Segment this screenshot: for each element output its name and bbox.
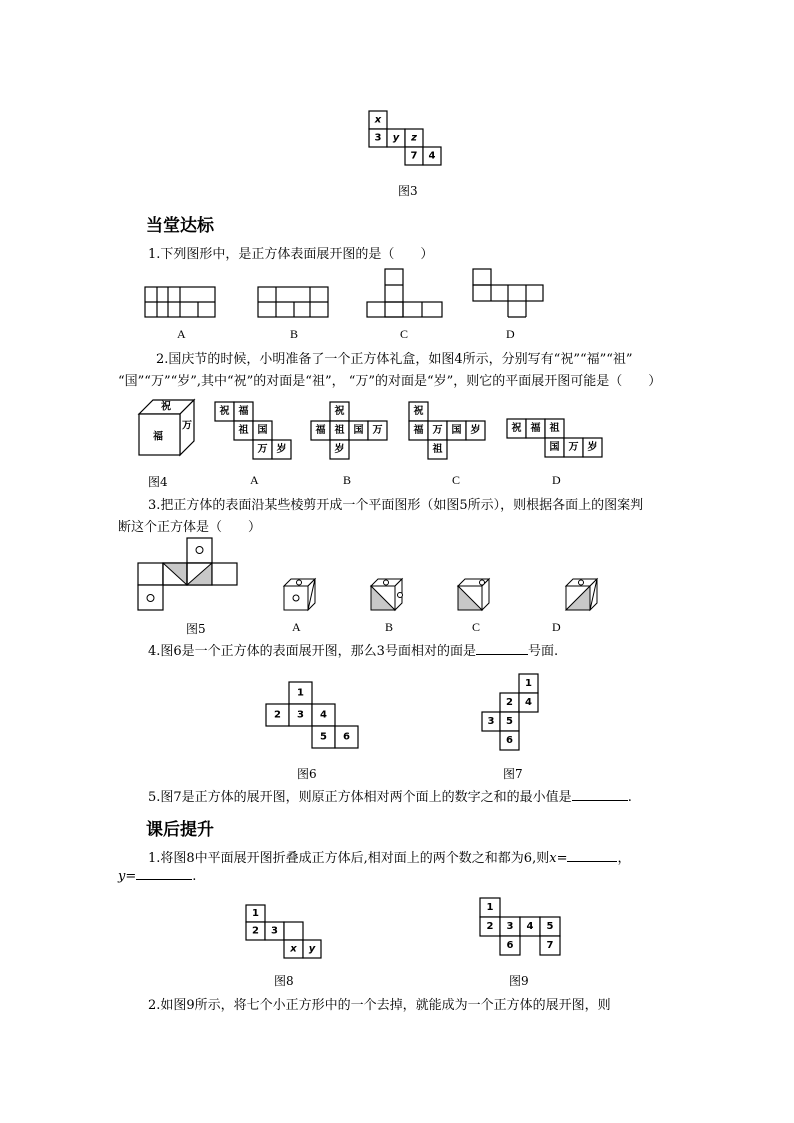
svg-text:万: 万 [432,425,443,436]
svg-text:4: 4 [526,921,534,932]
svg-text:1: 1 [252,908,259,919]
option-label-a: A [250,473,259,487]
svg-text:3: 3 [506,921,514,932]
section-title: 课后提升 [146,820,214,840]
q2-net-d [505,417,605,461]
svg-text:福: 福 [315,425,326,436]
answer-blank[interactable] [572,800,628,801]
q3-cube-option-d [564,577,600,613]
figure-4-cube [136,396,198,458]
svg-text:岁: 岁 [276,444,287,455]
svg-text:祖: 祖 [432,444,443,455]
fig3-cell: 3 [374,132,382,144]
svg-text:1: 1 [297,687,304,699]
option-label-d: D [552,473,561,487]
figure-9-net [478,896,568,960]
cube-face-right: 万 [182,420,192,432]
option-label-d: D [506,327,515,341]
problem-1-line-2: y= . [118,869,197,884]
svg-text:福: 福 [413,425,424,436]
q2-net-c [407,400,489,460]
svg-text:祝: 祝 [219,406,230,417]
svg-text:万: 万 [568,442,579,453]
figure-8-caption: 图8 [274,974,294,988]
figure-4-caption: 图4 [148,475,168,489]
problem-2-text: 2.如图9所示，将七个小正方形中的一个去掉，就能成为一个正方体的展开图，则 [148,998,611,1013]
svg-text:祝: 祝 [413,406,424,417]
figure-7-net [480,672,542,752]
question-2-line-2: “国”“万”“岁”,其中“祝”的对面是“祖”， “万”的对面是“岁”，则它的平面展开图可能是（ ） [118,374,662,389]
fig3-cell: 7 [410,150,418,162]
svg-text:2: 2 [506,697,513,708]
option-label-b: B [385,620,394,634]
answer-blank[interactable] [476,654,528,655]
section-title: 当堂达标 [146,216,214,236]
svg-text:国: 国 [451,425,462,436]
svg-text:岁: 岁 [470,425,481,436]
svg-text:国: 国 [549,442,560,453]
svg-text:1: 1 [486,902,494,913]
option-label-b: B [343,473,352,487]
question-3-line-1: 3.把正方体的表面沿某些棱剪开成一个平面图形（如图5所示），则根据各面上的图案判 [148,498,644,513]
figure-3-net [365,108,445,168]
svg-text:6: 6 [506,735,513,746]
svg-text:福: 福 [530,423,541,434]
svg-text:岁: 岁 [587,442,598,453]
svg-text:x: x [290,943,297,955]
cube-face-front: 福 [153,431,163,443]
svg-text:y: y [308,943,316,955]
option-label-b: B [290,327,299,341]
option-label-c: C [452,473,461,487]
q3-cube-option-a [282,577,318,613]
net-option-c [367,269,442,317]
q2-net-b [309,400,391,460]
svg-text:国: 国 [353,425,364,436]
figure-6-caption: 图6 [297,767,317,781]
net-option-a [145,287,215,317]
svg-text:2: 2 [252,925,259,937]
q3-cube-option-c [456,577,492,613]
svg-text:7: 7 [546,940,554,951]
question-2-line-1: 2.国庆节的时候，小明准备了一个正方体礼盒，如图4所示，分别写有“祝”“福”“祖” [156,352,633,367]
option-label-c: C [400,327,409,341]
svg-text:福: 福 [238,406,249,417]
option-label-a: A [292,620,301,634]
q1-options-nets [140,262,560,322]
question-5-text: 5.图7是正方体的展开图，则原正方体相对两个面上的数字之和的最小值是 . [148,790,632,805]
figure-6-net [264,680,360,752]
fig3-cell: z [411,132,417,144]
problem-1-line-1: 1.将图8中平面展开图折叠成正方体后,相对面上的两个数之和都为6,则x= ， [148,851,631,866]
fig3-cell: 4 [428,150,436,162]
question-3-line-2: 断这个正方体是（ ） [118,520,262,535]
svg-text:5: 5 [320,731,327,743]
figure-3-caption: 图3 [398,184,418,198]
figure-7-caption: 图7 [503,767,523,781]
answer-blank-y[interactable] [136,879,192,880]
svg-text:4: 4 [320,709,327,721]
svg-text:祖: 祖 [549,423,560,434]
svg-text:3: 3 [487,716,495,727]
svg-text:6: 6 [343,731,350,743]
cube-face-top: 祝 [161,401,171,413]
q3-cube-option-b [369,577,409,613]
figure-8-net [244,903,324,963]
svg-text:2: 2 [486,921,494,932]
svg-text:2: 2 [274,709,281,721]
figure-5-net [136,536,242,614]
svg-text:5: 5 [546,921,554,932]
svg-text:3: 3 [271,925,278,937]
answer-blank-x[interactable] [567,861,617,862]
fig3-cell: x [374,114,382,126]
svg-text:岁: 岁 [334,444,345,455]
figure-5-caption: 图5 [186,622,206,636]
svg-text:祖: 祖 [334,425,345,436]
svg-text:万: 万 [372,425,383,436]
figure-9-caption: 图9 [509,974,529,988]
q2-net-a [213,400,295,460]
option-label-c: C [472,620,481,634]
svg-text:4: 4 [525,697,532,708]
question-4-text: 4.图6是一个正方体的表面展开图，那么3号面相对的面是 号面. [148,644,559,659]
svg-text:祝: 祝 [511,423,522,434]
svg-text:1: 1 [525,678,532,689]
net-option-b [258,287,328,317]
fig3-cell: y [392,132,400,144]
svg-text:3: 3 [297,709,304,721]
question-1-text: 1.下列图形中，是正方体表面展开图的是（ ） [148,247,434,262]
net-option-d [473,269,543,317]
svg-text:万: 万 [257,444,268,455]
svg-text:6: 6 [506,940,514,951]
svg-text:祖: 祖 [238,425,249,436]
svg-text:5: 5 [506,716,513,727]
svg-text:祝: 祝 [334,406,345,417]
svg-text:国: 国 [257,425,268,436]
option-label-a: A [177,327,186,341]
option-label-d: D [552,620,561,634]
